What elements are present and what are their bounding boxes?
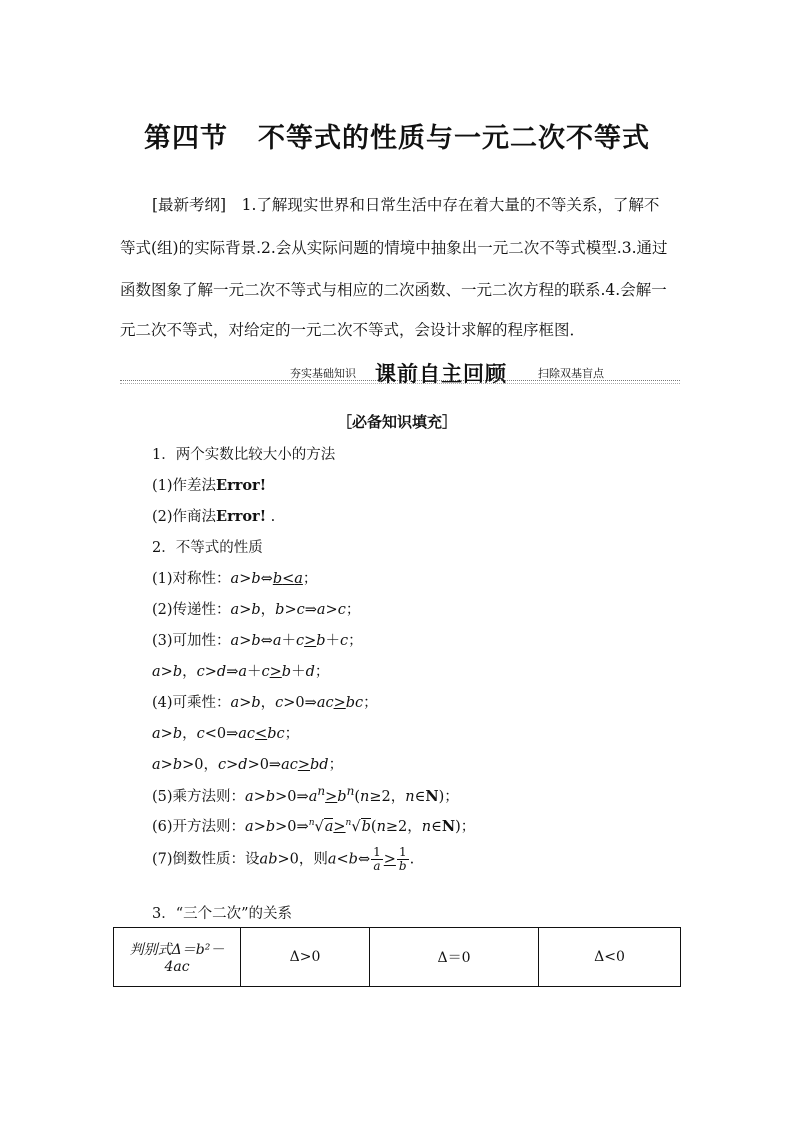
item2-heading: 2．不等式的性质 [152,540,263,556]
prop-multiplicativity-label: (4)可乘性： [152,695,231,711]
prop-transitivity: (2)传递性：a>b，b>c⇒a>c； [152,602,361,618]
discriminant-line-2: 4ac [164,959,190,975]
prop-root: (6)开方法则：a>b>0⇒$^n$√a>$^n$√b(n≥2，n∈N)； [152,818,476,835]
three-quadratics-table [113,927,681,987]
item1-a-label: (1)作差法 [152,478,217,494]
table-row [114,928,681,987]
intro-line-1: [最新考纲] 1.了解现实世界和日常生活中存在着大量的不等关系，了解不 [152,196,660,214]
prop-multiplicativity-2: a>b，c<0⇒ac<bc； [152,726,300,742]
prop-symmetry-label: (1)对称性： [152,571,231,587]
prop-additivity-label: (3)可加性： [152,633,231,649]
prop-additivity-2: a>b，c>d⇒a＋c>b＋d； [152,664,330,680]
item1-b-error: Error! [216,508,267,525]
section-heading: ［必备知识填充］ [336,413,457,431]
intro-line-2: 等式(组)的实际背景.2.会从实际问题的情境中抽象出一元二次不等式模型.3.通过 [120,239,668,257]
title-text: 不等式的性质与一元二次不等式 [258,123,650,154]
section-banner [120,360,680,384]
prop-root-label: (6)开方法则： [152,819,246,835]
banner-main-text: 课前自主回顾 [375,362,507,386]
table-cell-positive: Δ>0 [241,928,370,987]
prop-multiplicativity: (4)可乘性：a>b，c>0⇒ac>bc； [152,695,378,711]
table-cell-negative: Δ<0 [539,928,681,987]
title-section-number: 第四节 [144,123,228,154]
discriminant-line-1: 判别式Δ＝b²－ [129,942,225,958]
banner-left-text: 夯实基础知识 [290,367,356,380]
prop-multiplicativity-3: a>b>0，c>d>0⇒ac>bd； [152,757,344,773]
prop-power: (5)乘方法则：$a>b>0\Rightarrow a^n>b^n(n\ge 2$，n∈N)； [152,784,459,805]
prop-symmetry: (1)对称性：a>b⇔b<a； [152,571,318,587]
item3-heading: 3．“三个二次”的关系 [152,906,293,922]
page-title [0,116,794,155]
prop-reciprocal: (7)倒数性质：设ab>0，则a<b⇔ $\frac{1}{a}$ > $\frac{1}{b}$ . [152,845,415,873]
item1-heading: 1．两个实数比较大小的方法 [152,447,336,463]
table-cell-discriminant [114,928,241,987]
item1-b-tail: . [270,509,276,525]
item1-a [152,474,266,495]
intro-line-3: 函数图象了解一元二次不等式与相应的二次函数、一元二次方程的联系.4.会解一 [120,281,667,299]
banner-right-text: 扫除双基盲点 [538,367,604,380]
prop-additivity: (3)可加性：a>b⇔a＋c>b＋c； [152,633,363,649]
prop-transitivity-label: (2)传递性： [152,602,231,618]
fraction-1-over-b: $\frac{1}{b}$ [398,845,407,873]
fraction-1-over-a: $\frac{1}{a}$ [373,845,381,873]
item1-b-label: (2)作商法 [152,509,217,525]
intro-line-4: 元二次不等式，对给定的一元二次不等式，会设计求解的程序框图． [120,321,586,339]
item1-b [152,505,275,526]
prop-reciprocal-label: (7)倒数性质：设 [152,851,260,868]
prop-power-label: (5)乘方法则： [152,788,246,805]
item1-a-error: Error! [216,477,267,494]
table-cell-zero: Δ＝0 [370,928,539,987]
